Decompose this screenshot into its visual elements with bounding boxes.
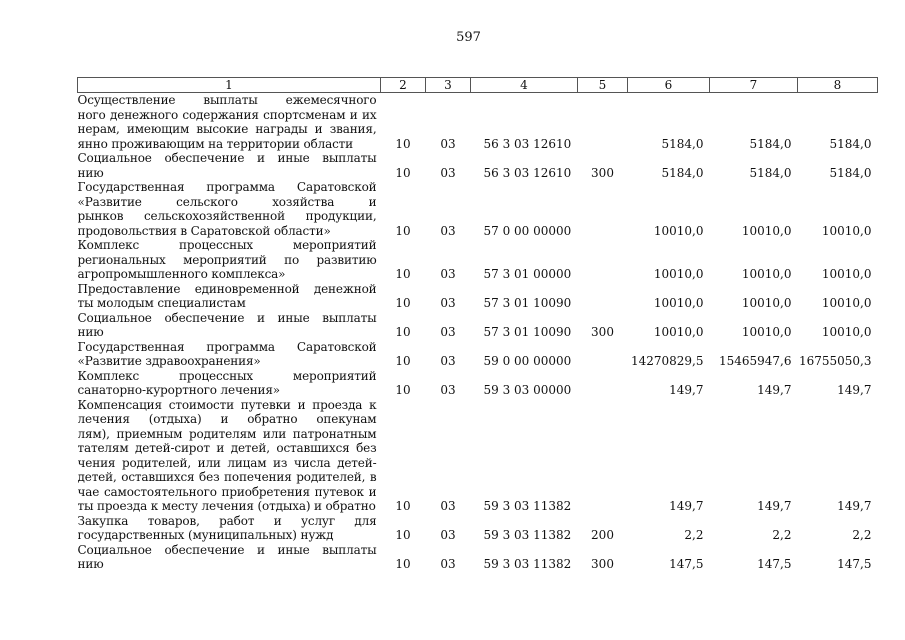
target-article-code: 59 3 03 11382 xyxy=(483,528,572,542)
target-article-code: 57 3 01 00000 xyxy=(483,267,572,281)
table-row xyxy=(78,369,878,398)
section-code: 10 xyxy=(395,354,411,368)
subsection-code: 03 xyxy=(440,223,456,238)
row-description xyxy=(78,311,381,340)
column-header: 6 xyxy=(628,78,710,93)
amount-year-3: 10010,0 xyxy=(821,296,872,310)
subsection-code: 03 xyxy=(440,267,456,281)
section-code: 10 xyxy=(395,557,411,571)
table-row xyxy=(78,151,878,180)
description-line: «Развитие здравоохранения» xyxy=(77,354,261,368)
expense-type-code xyxy=(578,93,628,152)
description-line: ного денежного содержания спортсменам и их xyxy=(77,107,377,122)
amount-year-2: 10010,0 xyxy=(741,223,792,238)
column-header: 4 xyxy=(471,78,578,93)
target-article-code: 57 0 00 00000 xyxy=(483,223,572,238)
amount-year-2: 5184,0 xyxy=(749,165,792,180)
subsection-code: 03 xyxy=(440,325,456,339)
target-article-code: 56 3 03 12610 xyxy=(483,165,572,180)
table-row xyxy=(78,340,878,369)
amount-year-2: 10010,0 xyxy=(741,325,792,339)
amount-year-1: 149,7 xyxy=(669,383,704,397)
table-row xyxy=(78,238,878,282)
description-line: Комплекс процессных мероприятий xyxy=(77,238,377,252)
description-line: Социальное обеспечение и иные выплаты xyxy=(77,542,377,557)
amount-year-1: 14270829,5 xyxy=(630,354,704,368)
amount-year-2: 10010,0 xyxy=(741,267,792,281)
table-row xyxy=(78,282,878,311)
row-description xyxy=(78,398,381,514)
description-line: ты молодым специалистам xyxy=(77,296,246,310)
section-code: 10 xyxy=(395,296,411,310)
amount-year-3: 149,7 xyxy=(837,383,872,397)
expense-type-code: 300 xyxy=(591,557,614,571)
subsection-code: 03 xyxy=(440,296,456,310)
amount-year-3: 10010,0 xyxy=(821,325,872,339)
subsection-code: 03 xyxy=(440,499,456,513)
row-description xyxy=(78,340,381,369)
description-line: нию xyxy=(77,557,104,571)
description-line: продовольствия в Саратовской области» xyxy=(77,223,331,238)
amount-year-3: 147,5 xyxy=(837,557,872,571)
page-number: 597 xyxy=(456,30,481,45)
row-description xyxy=(78,282,381,311)
amount-year-1: 10010,0 xyxy=(653,267,704,281)
amount-year-3: 16755050,3 xyxy=(798,354,872,368)
description-line: Осуществление выплаты ежемесячного xyxy=(77,93,377,107)
section-code: 10 xyxy=(395,136,411,151)
budget-table xyxy=(77,77,878,572)
target-article-code: 56 3 03 12610 xyxy=(483,136,572,151)
description-line: агропромышленного комплекса» xyxy=(77,267,286,281)
table-row xyxy=(78,514,878,543)
amount-year-3: 2,2 xyxy=(852,528,872,542)
section-code: 10 xyxy=(395,223,411,238)
description-line: региональных мероприятий по развитию xyxy=(77,252,377,267)
expense-type-code: 300 xyxy=(591,325,614,339)
description-line: нерам, имеющим высокие награды и звания, xyxy=(77,122,377,136)
description-line: ты проезда к месту лечения (отдыха) и обратно xyxy=(77,499,376,513)
expense-type-code xyxy=(578,282,628,311)
expense-type-code xyxy=(578,238,628,282)
description-line: янно проживающим на территории области xyxy=(77,136,354,151)
amount-year-2: 147,5 xyxy=(757,557,792,571)
section-code: 10 xyxy=(395,165,411,180)
description-line: тателям детей-сирот и детей, оставшихся без xyxy=(77,441,377,455)
row-description xyxy=(78,369,381,398)
table-row xyxy=(78,398,878,514)
subsection-code: 03 xyxy=(440,383,456,397)
amount-year-1: 5184,0 xyxy=(661,136,704,151)
amount-year-2: 15465947,6 xyxy=(718,354,792,368)
column-header: 8 xyxy=(798,78,878,93)
amount-year-1: 147,5 xyxy=(669,557,704,571)
row-description xyxy=(78,514,381,543)
amount-year-3: 5184,0 xyxy=(829,136,872,151)
description-line: нию xyxy=(77,325,104,339)
amount-year-2: 2,2 xyxy=(772,528,792,542)
amount-year-2: 10010,0 xyxy=(741,296,792,310)
amount-year-1: 10010,0 xyxy=(653,296,704,310)
description-line: Социальное обеспечение и иные выплаты xyxy=(77,310,377,325)
subsection-code: 03 xyxy=(440,165,456,180)
description-line: лечения (отдыха) и обратно опекунам xyxy=(77,412,377,426)
target-article-code: 59 3 03 11382 xyxy=(483,557,572,571)
description-line: лям), приемным родителям или патронатным xyxy=(77,426,377,441)
row-description xyxy=(78,93,381,152)
header-row xyxy=(78,78,878,93)
column-header: 5 xyxy=(578,78,628,93)
row-description xyxy=(78,543,381,572)
target-article-code: 59 0 00 00000 xyxy=(483,354,572,368)
table-row xyxy=(78,311,878,340)
section-code: 10 xyxy=(395,325,411,339)
description-line: Предоставление единовременной денежной xyxy=(77,281,377,296)
expense-type-code: 200 xyxy=(591,528,614,542)
target-article-code: 57 3 01 10090 xyxy=(483,325,572,339)
amount-year-3: 10010,0 xyxy=(821,223,872,238)
row-description xyxy=(78,238,381,282)
expense-type-code: 300 xyxy=(591,165,614,180)
amount-year-3: 5184,0 xyxy=(829,165,872,180)
expense-type-code xyxy=(578,369,628,398)
description-line: Социальное обеспечение и иные выплаты xyxy=(77,151,377,165)
description-line: Компенсация стоимости путевки и проезда к xyxy=(77,397,377,412)
subsection-code: 03 xyxy=(440,136,456,151)
description-line: Комплекс процессных мероприятий xyxy=(77,368,377,383)
description-line: чае самостоятельного приобретения путевок и xyxy=(77,484,377,499)
target-article-code: 59 3 03 00000 xyxy=(483,383,572,397)
description-line: чения родителей, или лицам из числа детей- xyxy=(77,455,377,470)
amount-year-1: 149,7 xyxy=(669,499,704,513)
column-header: 2 xyxy=(381,78,426,93)
table-row xyxy=(78,180,878,238)
expense-type-code xyxy=(578,180,628,238)
amount-year-1: 10010,0 xyxy=(653,325,704,339)
description-line: Государственная программа Саратовской xyxy=(77,180,377,194)
expense-type-code xyxy=(578,340,628,369)
section-code: 10 xyxy=(395,383,411,397)
description-line: государственных (муниципальных) нужд xyxy=(77,528,334,542)
target-article-code: 57 3 01 10090 xyxy=(483,296,572,310)
column-header: 3 xyxy=(426,78,471,93)
description-line: рынков сельскохозяйственной продукции, xyxy=(77,209,377,223)
column-header: 7 xyxy=(710,78,798,93)
subsection-code: 03 xyxy=(440,354,456,368)
column-header: 1 xyxy=(78,78,381,93)
table-row xyxy=(78,543,878,572)
amount-year-1: 10010,0 xyxy=(653,223,704,238)
amount-year-3: 10010,0 xyxy=(821,267,872,281)
target-article-code: 59 3 03 11382 xyxy=(483,499,572,513)
description-line: Закупка товаров, работ и услуг для xyxy=(77,513,377,528)
description-line: нию xyxy=(77,165,104,180)
description-line: «Развитие сельского хозяйства и xyxy=(77,194,377,209)
section-code: 10 xyxy=(395,528,411,542)
amount-year-3: 149,7 xyxy=(837,499,872,513)
amount-year-2: 149,7 xyxy=(757,383,792,397)
description-line: санаторно-курортного лечения» xyxy=(77,383,281,397)
description-line: Государственная программа Саратовской xyxy=(77,339,377,354)
section-code: 10 xyxy=(395,267,411,281)
row-description xyxy=(78,151,381,180)
row-description xyxy=(78,180,381,238)
subsection-code: 03 xyxy=(440,528,456,542)
section-code: 10 xyxy=(395,499,411,513)
amount-year-1: 5184,0 xyxy=(661,165,704,180)
amount-year-1: 2,2 xyxy=(684,528,704,542)
expense-type-code xyxy=(578,398,628,514)
amount-year-2: 149,7 xyxy=(757,499,792,513)
amount-year-2: 5184,0 xyxy=(749,136,792,151)
subsection-code: 03 xyxy=(440,557,456,571)
table-row xyxy=(78,93,878,152)
description-line: детей, оставшихся без попечения родителей, в xyxy=(77,470,377,484)
